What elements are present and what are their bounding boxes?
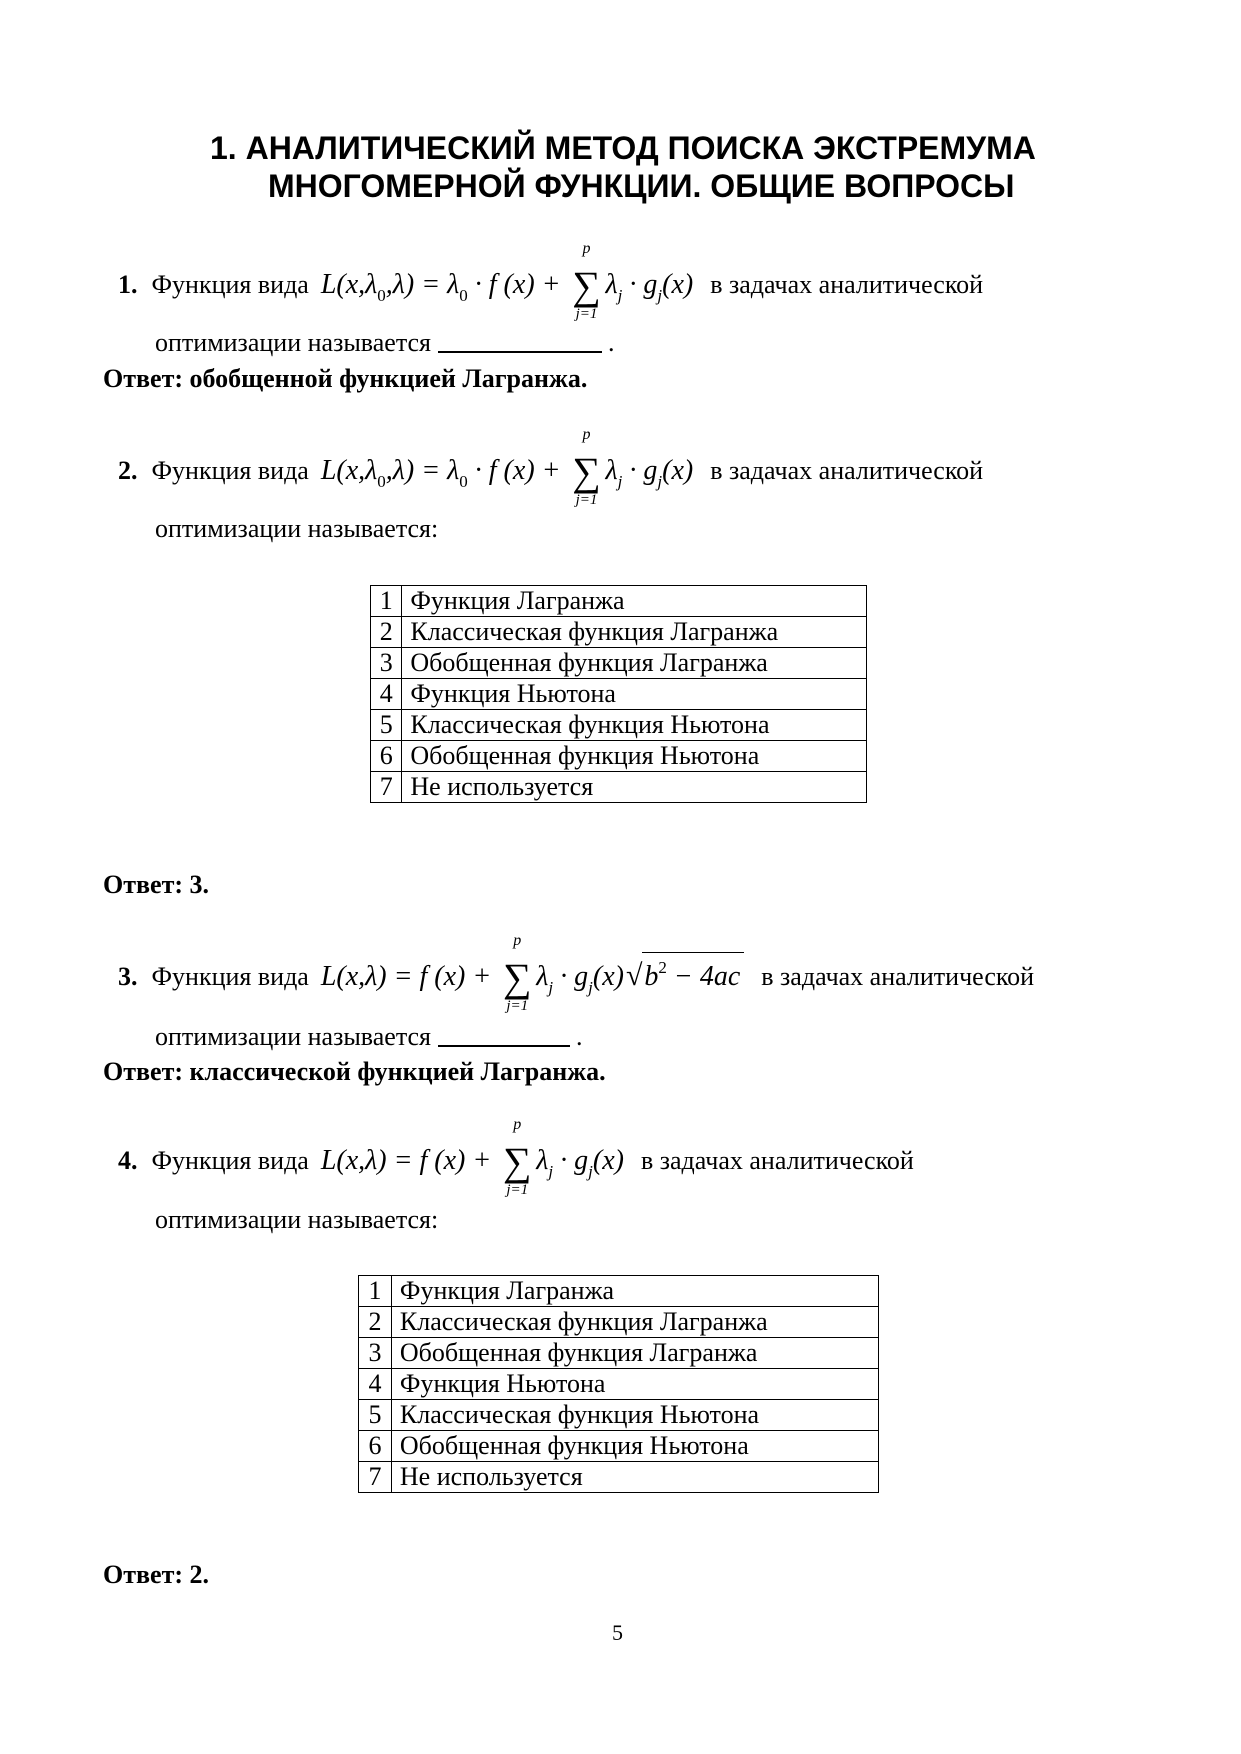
option-text: Классическая функция Лагранжа [402, 617, 867, 648]
option-number: 6 [371, 741, 402, 772]
question-3 [118, 932, 1035, 1014]
option-text: Обобщенная функция Лагранжа [402, 648, 867, 679]
sqrt-radicand: $b^2 - 4ac$ [642, 952, 744, 992]
question-prefix: Функция вида [151, 270, 309, 299]
sum-symbol: ∑ p j=1 [503, 1116, 532, 1198]
question-line2-text: оптимизации называется [155, 328, 431, 357]
table-row [371, 617, 867, 648]
table-row [359, 1462, 879, 1493]
table-row [359, 1276, 879, 1307]
question-line2-text: оптимизации называется [155, 1022, 431, 1051]
chapter-title-line1 [210, 128, 1036, 168]
question-number: 1. [118, 270, 138, 299]
question-4 [118, 1116, 914, 1198]
option-text: Обобщенная функция Лагранжа [391, 1338, 878, 1369]
question-1-line2 [155, 328, 615, 358]
sum-symbol: ∑ p j=1 [572, 240, 601, 322]
option-number: 4 [359, 1369, 392, 1400]
formula-classic-sqrt: L(x,λ) = f (x) + ∑ p j=1 $\lambda_j \cdot g_j(x)√b^2 - 4ac$ [321, 961, 751, 992]
option-number: 5 [359, 1400, 392, 1431]
chapter-number: 1. [210, 130, 237, 166]
question-number: 4. [118, 1146, 138, 1175]
option-text: Классическая функция Лагранжа [391, 1307, 878, 1338]
option-text: Функция Ньютона [391, 1369, 878, 1400]
option-text: Функция Ньютона [402, 679, 867, 710]
question-line2-end: . [576, 1022, 583, 1051]
chapter-title-line2: МНОГОМЕРНОЙ ФУНКЦИИ. ОБЩИЕ ВОПРОСЫ [268, 168, 1015, 204]
question-3-line2 [155, 1022, 583, 1052]
formula-generalized: $L(x,\lambda_0,\lambda) = \lambda_0 \cdot f$ (x) + ∑ p j=1 $\lambda_j \cdot g_j(x)$ [320, 240, 694, 322]
option-number: 6 [359, 1431, 392, 1462]
option-text: Функция Лагранжа [402, 586, 867, 617]
option-number: 5 [371, 710, 402, 741]
option-number: 1 [371, 586, 402, 617]
option-number: 4 [371, 679, 402, 710]
table-row [371, 741, 867, 772]
sum-symbol: ∑ p j=1 [503, 932, 532, 1014]
option-text: Классическая функция Ньютона [402, 710, 867, 741]
option-number: 7 [359, 1462, 392, 1493]
table-row [371, 710, 867, 741]
table-row [359, 1369, 879, 1400]
table-row [359, 1307, 879, 1338]
option-number: 7 [371, 772, 402, 803]
sqrt-symbol: √ [625, 959, 643, 992]
question-suffix: в задачах аналитической [640, 1146, 914, 1175]
question-4-line2: оптимизации называется: [155, 1205, 439, 1234]
question-suffix: в задачах аналитической [710, 456, 984, 485]
table-row [371, 679, 867, 710]
option-text: Классическая функция Ньютона [391, 1400, 878, 1431]
table-row [359, 1338, 879, 1369]
answer-2: Ответ: 3. [103, 870, 210, 899]
answer-3: Ответ: классической функцией Лагранжа. [103, 1057, 606, 1086]
formula-classic: L(x,λ) = f (x) + ∑ p j=1 $\lambda_j \cdot g_j(x)$ [320, 1116, 624, 1198]
option-text: Не используется [402, 772, 867, 803]
option-number: 3 [371, 648, 402, 679]
formula-generalized: $L(x,\lambda_0,\lambda) = \lambda_0 \cdot f$ (x) + ∑ p j=1 $\lambda_j \cdot g_j(x)$ [320, 426, 694, 508]
question-prefix: Функция вида [151, 1146, 309, 1175]
options-table [358, 1275, 879, 1493]
page-number: 5 [612, 1620, 623, 1645]
option-number: 3 [359, 1338, 392, 1369]
question-2 [118, 426, 984, 508]
options-table [370, 585, 867, 803]
option-text: Не используется [391, 1462, 878, 1493]
answer-blank [438, 329, 602, 353]
table-row [371, 772, 867, 803]
question-number: 3. [118, 962, 138, 991]
question-prefix: Функция вида [151, 962, 309, 991]
question-line2-end: . [608, 328, 615, 357]
option-text: Функция Лагранжа [391, 1276, 878, 1307]
answer-1: Ответ: обобщенной функцией Лагранжа. [103, 364, 588, 393]
question-prefix: Функция вида [151, 456, 309, 485]
answer-blank [438, 1023, 570, 1047]
question-suffix: в задачах аналитической [710, 270, 984, 299]
option-number: 2 [359, 1307, 392, 1338]
question-number: 2. [118, 456, 138, 485]
option-number: 2 [371, 617, 402, 648]
table-row [359, 1400, 879, 1431]
question-1 [118, 240, 984, 322]
answer-4: Ответ: 2. [103, 1560, 210, 1589]
table-row [359, 1431, 879, 1462]
option-text: Обобщенная функция Ньютона [391, 1431, 878, 1462]
question-suffix: в задачах аналитической [761, 962, 1035, 991]
sum-symbol: ∑ p j=1 [572, 426, 601, 508]
question-2-line2: оптимизации называется: [155, 514, 439, 543]
chapter-title-text1: АНАЛИТИЧЕСКИЙ МЕТОД ПОИСКА ЭКСТРЕМУМА [245, 130, 1036, 166]
option-text: Обобщенная функция Ньютона [402, 741, 867, 772]
option-number: 1 [359, 1276, 392, 1307]
table-row [371, 648, 867, 679]
table-row [371, 586, 867, 617]
